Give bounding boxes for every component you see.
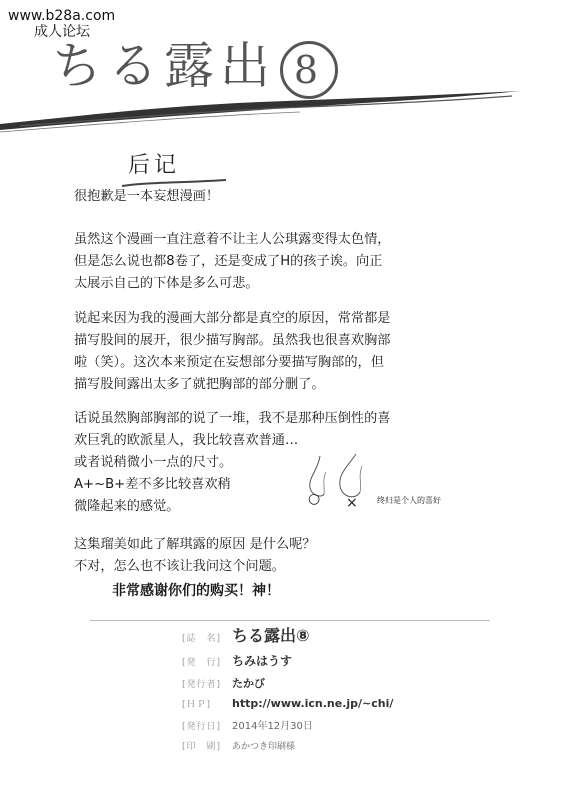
text-line: 不对，怎么也不该让我问这个问题。 [74, 559, 285, 574]
colophon-value: ちみはうす [232, 654, 293, 668]
colophon-value: たかび [232, 677, 265, 690]
colophon-label: [発行者] [182, 680, 222, 690]
colophon-label: [印 刷] [182, 742, 222, 752]
text-line: 话说虽然胸部胸部的说了一堆，我不是那种压倒性的喜 [74, 411, 391, 426]
afterword-heading: 后记 [128, 153, 181, 178]
paragraph-drawing [74, 308, 514, 396]
colophon-row-date [182, 716, 542, 735]
paragraph-apology [74, 186, 514, 208]
text-line: 微隆起来的感觉。 [74, 499, 180, 514]
colophon-label: [発 行] [182, 658, 222, 668]
colophon-divider [90, 620, 490, 621]
text-line: 虽然这个漫画一直注意着不让主人公琪露变得太色情， [74, 232, 391, 247]
watermark-site: www.b28a.com [8, 8, 116, 24]
text-line: 描写股间露出太多了就把胸部的部分删了。 [74, 377, 325, 392]
text-line: A+~B+差不多比较喜欢稍 [74, 477, 231, 492]
text-line: 很抱歉是一本妄想漫画！ [74, 189, 220, 204]
colophon-row-printer [182, 736, 542, 755]
colophon-value: ちる露出⑧ [232, 626, 310, 645]
paragraph-story [74, 229, 514, 295]
paragraph-question [74, 534, 514, 578]
illustration-caption: 终归是个人的喜好 [377, 496, 441, 505]
text-line: 描写股间的展开，很少描写胸部。虽然我也很喜欢胸部 [74, 333, 391, 348]
colophon-value: 2014年12月30日 [232, 721, 313, 732]
text-line: 太展示自己的下体是多么可悲。 [74, 276, 259, 291]
colophon-value: あかつき印刷様 [232, 742, 296, 752]
colophon-row-author [182, 674, 542, 693]
text-line: 或者说稍微小一点的尺寸。 [74, 455, 233, 470]
colophon-label: [発行日] [182, 722, 222, 732]
text-line: 这集瑠美如此了解琪露的原因 是什么呢？ [74, 537, 316, 552]
paragraph-preference [74, 408, 514, 518]
colophon-row-publisher [182, 652, 542, 671]
good-mark: ○ [308, 491, 321, 507]
text-line: 欢巨乳的欧派星人，我比较喜欢普通… [74, 433, 299, 448]
illustration-sketch [298, 452, 378, 518]
colophon-row-homepage [182, 694, 542, 713]
brush-stroke-divider [0, 88, 566, 138]
colophon-label: [誌 名] [182, 634, 222, 644]
watermark-forum: 成人论坛 [34, 24, 90, 40]
text-line: 说起来因为我的漫画大部分都是真空的原因，常常都是 [74, 311, 391, 326]
text-line: 但是怎么说也都8卷了，还是变成了H的孩子诶。向正 [74, 254, 383, 269]
bad-mark: × [346, 495, 358, 511]
title-text: ちる露出 [52, 37, 276, 95]
colophon-value: http://www.icn.ne.jp/~chi/ [232, 697, 394, 710]
text-line: 啦（笑）。这次本来预定在妄想部分要描写胸部的，但 [74, 355, 384, 370]
volume-number: 8 [280, 41, 338, 99]
thanks-line: 非常感谢你们的购买！神！ [112, 583, 280, 599]
colophon-label: [ＨＰ] [182, 700, 212, 710]
colophon-row-title [182, 628, 542, 647]
